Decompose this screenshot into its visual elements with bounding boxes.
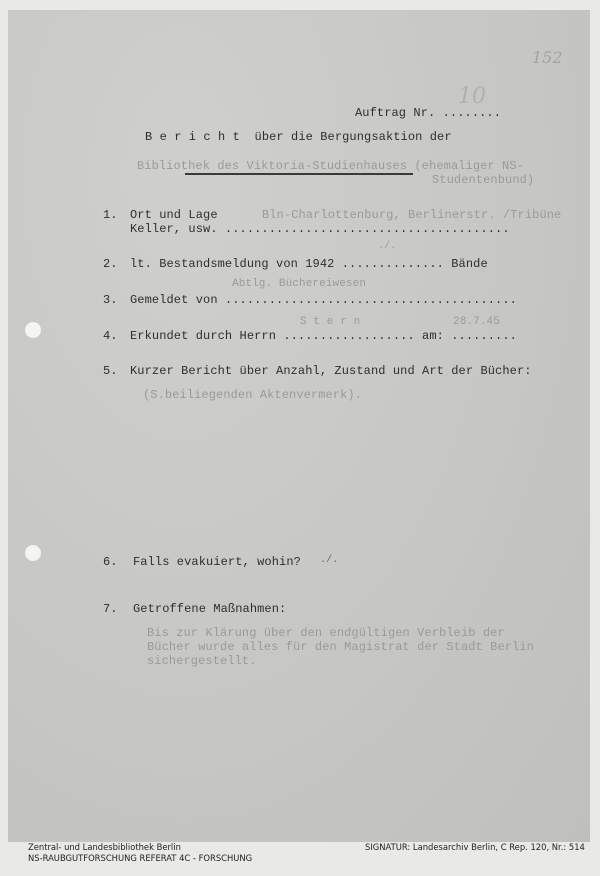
underline	[185, 173, 413, 175]
item-1-number: 1.	[103, 208, 118, 222]
punch-hole	[25, 545, 41, 561]
item-7-value-line: Bücher wurde alles für den Magistrat der Stadt Berlin	[147, 640, 534, 654]
item-6-label: Falls evakuiert, wohin?	[133, 555, 301, 569]
handwritten-page-number: 152	[532, 48, 563, 67]
footer-department: NS-RAUBGUTFORSCHUNG REFERAT 4C - FORSCHUNG	[28, 853, 253, 863]
item-3-value: Abtlg. Büchereiwesen	[232, 278, 367, 290]
item-5-number: 5.	[103, 364, 118, 378]
item-1-value: Bln-Charlottenburg, Berlinerstr. /Tribüne	[262, 208, 562, 222]
item-3-label: Gemeldet von ........................................	[130, 293, 517, 307]
library-name-line1: Bibliothek des Viktoria-Studienhauses (ehemaliger NS-	[137, 159, 524, 173]
item-4-value: S t e r n	[300, 316, 361, 328]
item-6-value: ./.	[320, 555, 339, 566]
item-1-label2: Keller, usw. .......................................	[130, 222, 510, 236]
item-5-value: (S.beiliegenden Aktenvermerk).	[143, 388, 363, 402]
order-number-label: Auftrag Nr. ........	[355, 106, 502, 120]
item-7-number: 7.	[103, 602, 118, 616]
item-1-label: Ort und Lage	[130, 208, 218, 222]
item-6-number: 6.	[103, 555, 118, 569]
footer-institution: Zentral- und Landesbibliothek Berlin	[28, 842, 181, 852]
item-2-number: 2.	[103, 257, 118, 271]
handwritten-order-number: 10	[458, 84, 486, 109]
item-7-value-line: sichergestellt.	[147, 654, 257, 668]
item-7-label: Getroffene Maßnahmen:	[133, 602, 287, 616]
item-7-value-line: Bis zur Klärung über den endgültigen Verbleib der	[147, 626, 505, 640]
library-name-line2: Studentenbund)	[432, 173, 535, 187]
item-3-number: 3.	[103, 293, 118, 307]
footer-signature: SIGNATUR: Landesarchiv Berlin, C Rep. 120, Nr.: 514	[365, 842, 585, 852]
item-4-number: 4.	[103, 329, 118, 343]
item-4-label: Erkundet durch Herrn .................. am: .........	[130, 329, 517, 343]
item-5-label: Kurzer Bericht über Anzahl, Zustand und Art der Bücher:	[130, 364, 532, 378]
report-title: B e r i c h t über die Bergungsaktion der	[145, 130, 452, 144]
item-2-label: lt. Bestandsmeldung von 1942 .............. Bände	[130, 257, 488, 271]
punch-hole	[25, 322, 41, 338]
item-2-value: ./.	[378, 241, 397, 252]
item-4-date: 28.7.45	[453, 316, 500, 328]
